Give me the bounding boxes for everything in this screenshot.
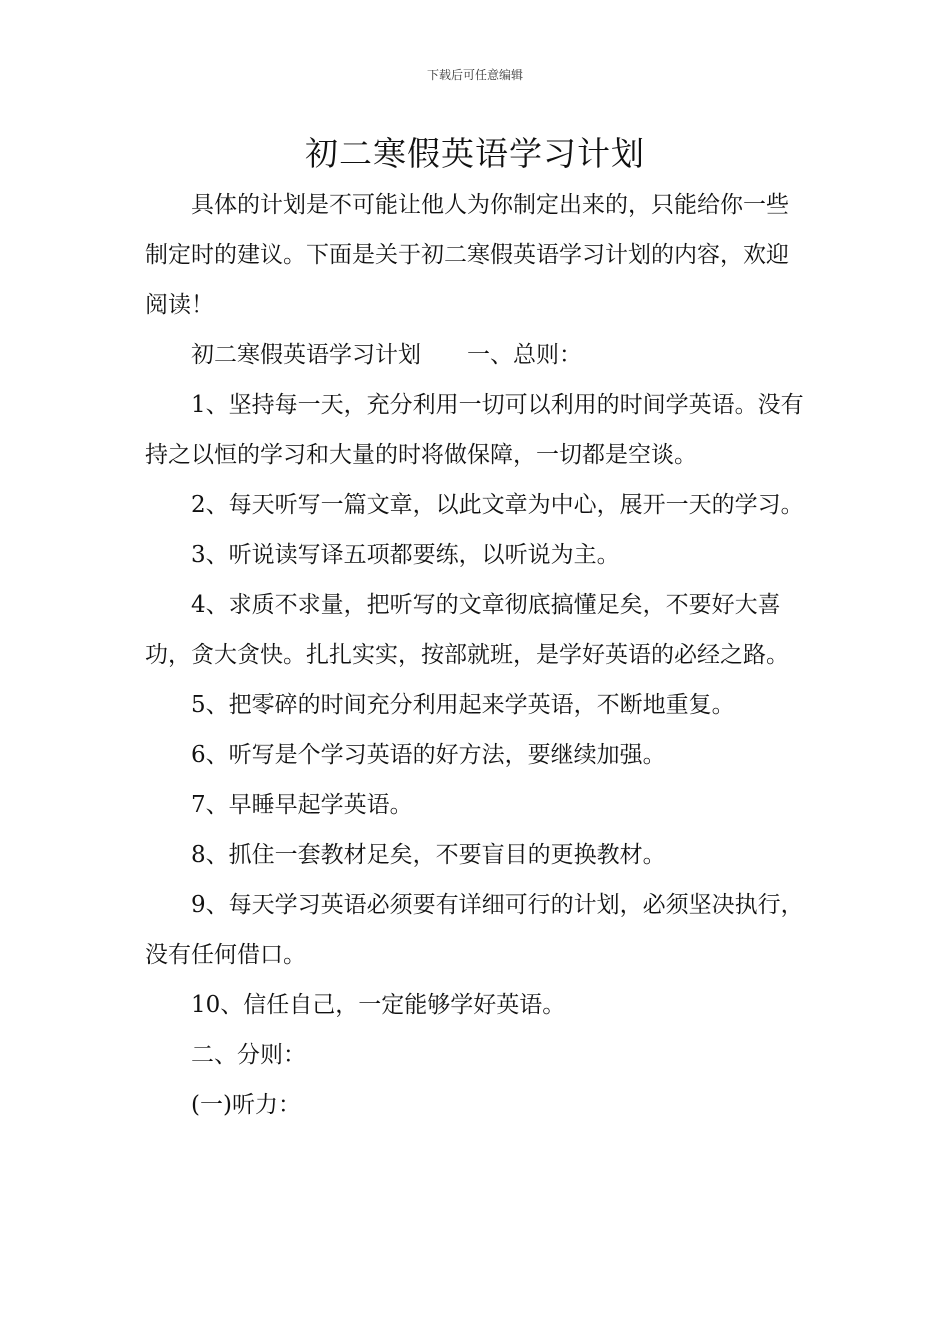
rule-item-1: 1、坚持每一天，充分利用一切可以利用的时间学英语。没有持之以恒的学习和大量的时将做保障，一切都是空谈。 (145, 392, 804, 468)
rule-item-7: 7、早睡早起学英语。 (191, 792, 413, 818)
document-body (145, 180, 810, 1130)
rule-item-5: 5、把零碎的时间充分利用起来学英语，不断地重复。 (191, 692, 735, 718)
rule-item-10: 10、信任自己，一定能够学好英语。 (191, 992, 566, 1018)
subsection-listening-heading: (一)听力： (191, 1092, 301, 1118)
rule-item-6: 6、听写是个学习英语的好方法，要继续加强。 (191, 742, 666, 768)
section-general-heading: 初二寒假英语学习计划 一、总则： (191, 342, 582, 368)
rule-item-2: 2、每天听写一篇文章，以此文章为中心，展开一天的学习。 (191, 492, 804, 518)
rule-item-4: 4、求质不求量，把听写的文章彻底搞懂足矣，不要好大喜功，贪大贪快。扎扎实实，按部就班，是学好英语的必经之路。 (145, 592, 789, 668)
intro-paragraph: 具体的计划是不可能让他人为你制定出来的，只能给你一些制定时的建议。下面是关于初二寒假英语学习计划的内容，欢迎阅读！ (145, 192, 789, 318)
document-title: 初二寒假英语学习计划 (305, 134, 645, 173)
header-note: 下载后可任意编辑 (426, 68, 523, 82)
rule-item-9: 9、每天学习英语必须要有详细可行的计划，必须坚决执行，没有任何借口。 (145, 892, 804, 968)
section-detail-heading: 二、分则： (191, 1042, 306, 1068)
rule-item-3: 3、听说读写译五项都要练，以听说为主。 (191, 542, 620, 568)
rule-item-8: 8、抓住一套教材足矣，不要盲目的更换教材。 (191, 842, 666, 868)
